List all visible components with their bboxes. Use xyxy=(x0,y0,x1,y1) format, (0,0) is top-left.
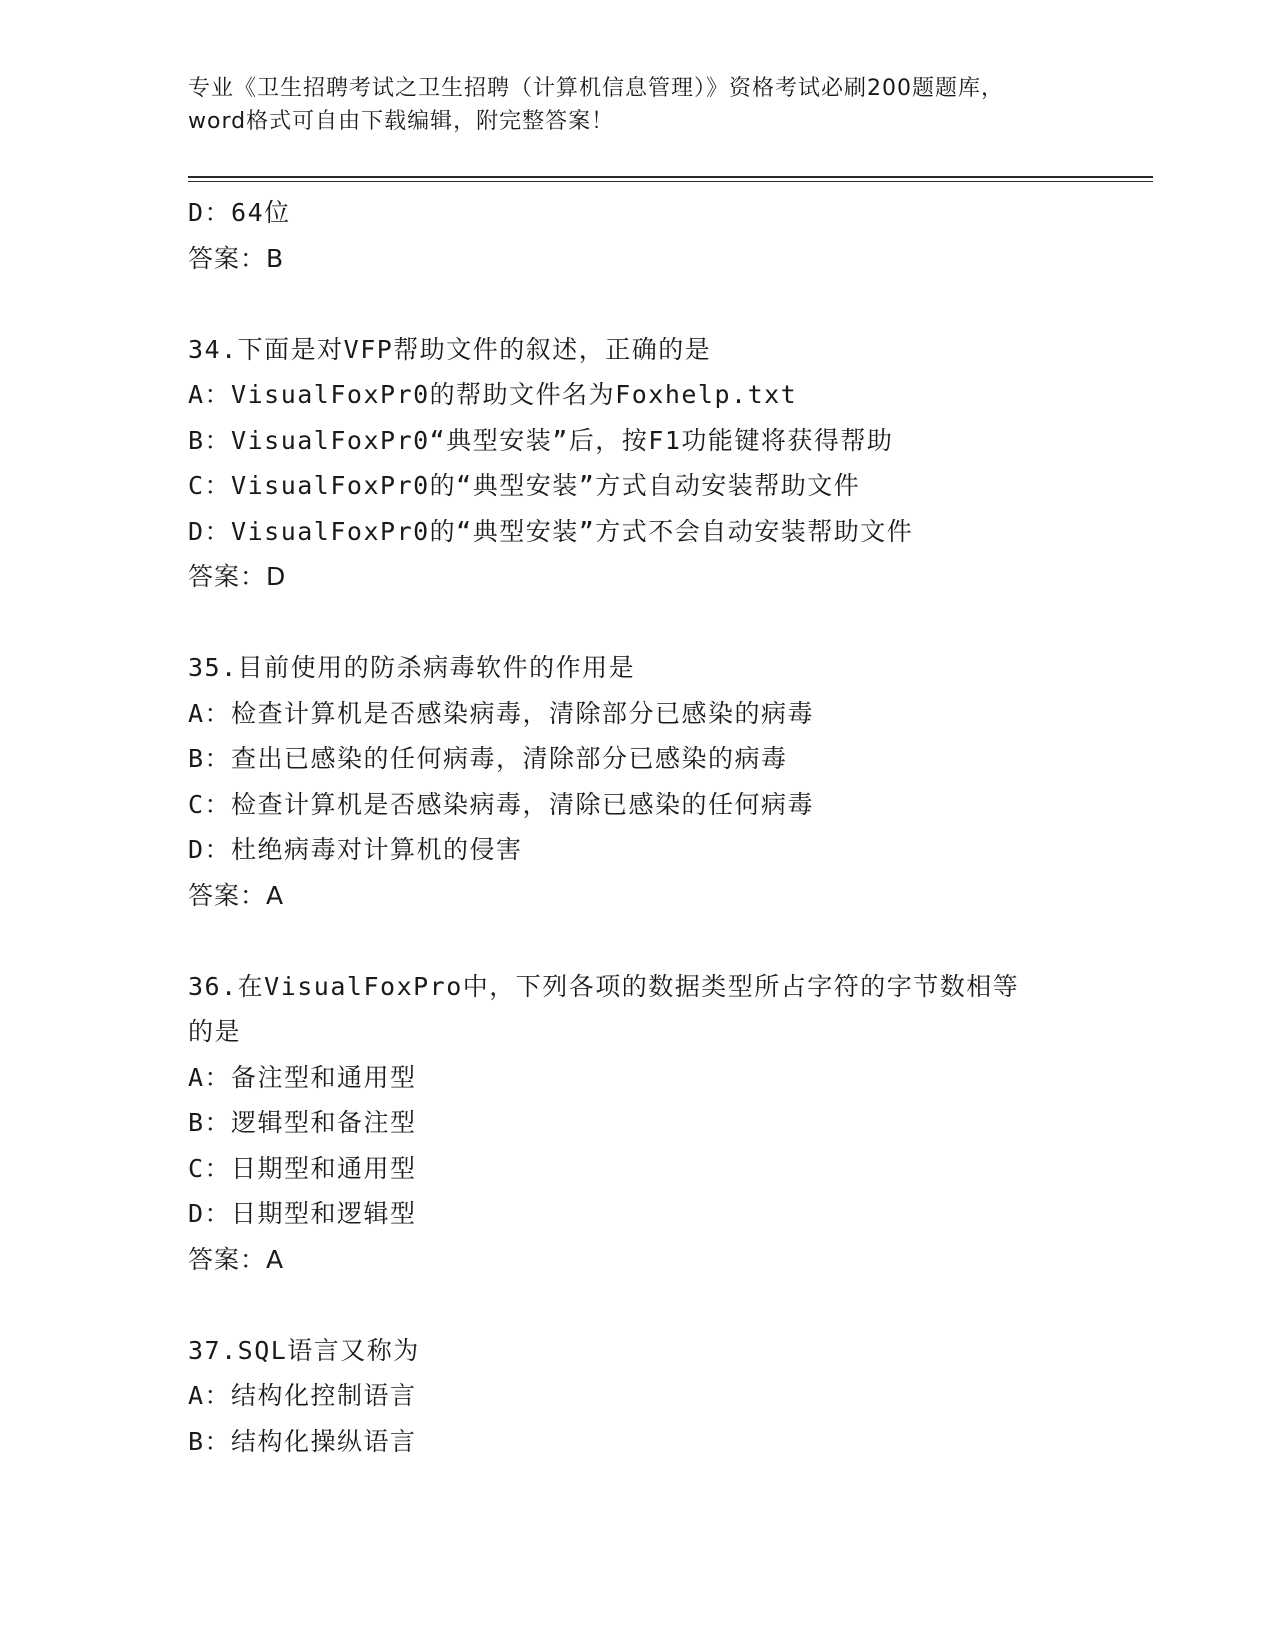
spacer xyxy=(188,918,1088,964)
question-stem: 37.SQL语言又称为 xyxy=(188,1335,420,1365)
spacer xyxy=(188,600,1088,646)
page-header xyxy=(188,72,1088,138)
option-b: B：逻辑型和备注型 xyxy=(188,1108,417,1137)
option-c: C：日期型和通用型 xyxy=(188,1153,417,1183)
option-d: D：VisualFoxPr0的“典型安装”方式不会自动安装帮助文件 xyxy=(188,516,914,546)
option-c: C：VisualFoxPr0的“典型安装”方式自动安装帮助文件 xyxy=(188,471,861,500)
spacer xyxy=(188,1282,1088,1328)
option-b: B：VisualFoxPr0“典型安装”后，按F1功能键将获得帮助 xyxy=(188,425,894,455)
header-line-1: 专业《卫生招聘考试之卫生招聘（计算机信息管理）》资格考试必刷200题题库， xyxy=(188,76,1004,101)
answer: 答案：D xyxy=(188,562,287,591)
option-a: A：备注型和通用型 xyxy=(188,1062,417,1092)
answer: 答案：A xyxy=(188,1244,285,1274)
document-body xyxy=(188,190,1088,1464)
prev-question-option-d: D：64位 xyxy=(188,198,291,227)
option-d: D：杜绝病毒对计算机的侵害 xyxy=(188,835,523,864)
option-b: B：结构化操纵语言 xyxy=(188,1426,417,1456)
option-a: A：检查计算机是否感染病毒，清除部分已感染的病毒 xyxy=(188,698,815,728)
header-divider-thin xyxy=(188,181,1153,182)
option-c: C：检查计算机是否感染病毒，清除已感染的任何病毒 xyxy=(188,789,815,819)
answer: 答案：A xyxy=(188,880,285,910)
question-37 xyxy=(188,1328,1088,1465)
option-d: D：日期型和逻辑型 xyxy=(188,1199,417,1228)
question-34 xyxy=(188,327,1088,600)
option-a: A：结构化控制语言 xyxy=(188,1381,417,1410)
question-35 xyxy=(188,645,1088,918)
header-line-2: word格式可自由下载编辑，附完整答案！ xyxy=(188,109,615,134)
question-stem: 35.目前使用的防杀病毒软件的作用是 xyxy=(188,653,636,682)
option-a: A：VisualFoxPr0的帮助文件名为Foxhelp.txt xyxy=(188,380,798,409)
question-stem-line-2: 的是 xyxy=(188,1017,242,1046)
question-stem: 34.下面是对VFP帮助文件的叙述，正确的是 xyxy=(188,334,712,364)
prev-question-answer: 答案：B xyxy=(188,243,285,273)
question-stem-line-1: 36.在VisualFoxPro中，下列各项的数据类型所占字符的字节数相等 xyxy=(188,971,1020,1001)
question-36 xyxy=(188,964,1088,1283)
header-divider-thick xyxy=(188,176,1153,178)
spacer xyxy=(188,281,1088,327)
option-b: B：查出已感染的任何病毒，清除部分已感染的病毒 xyxy=(188,744,788,773)
